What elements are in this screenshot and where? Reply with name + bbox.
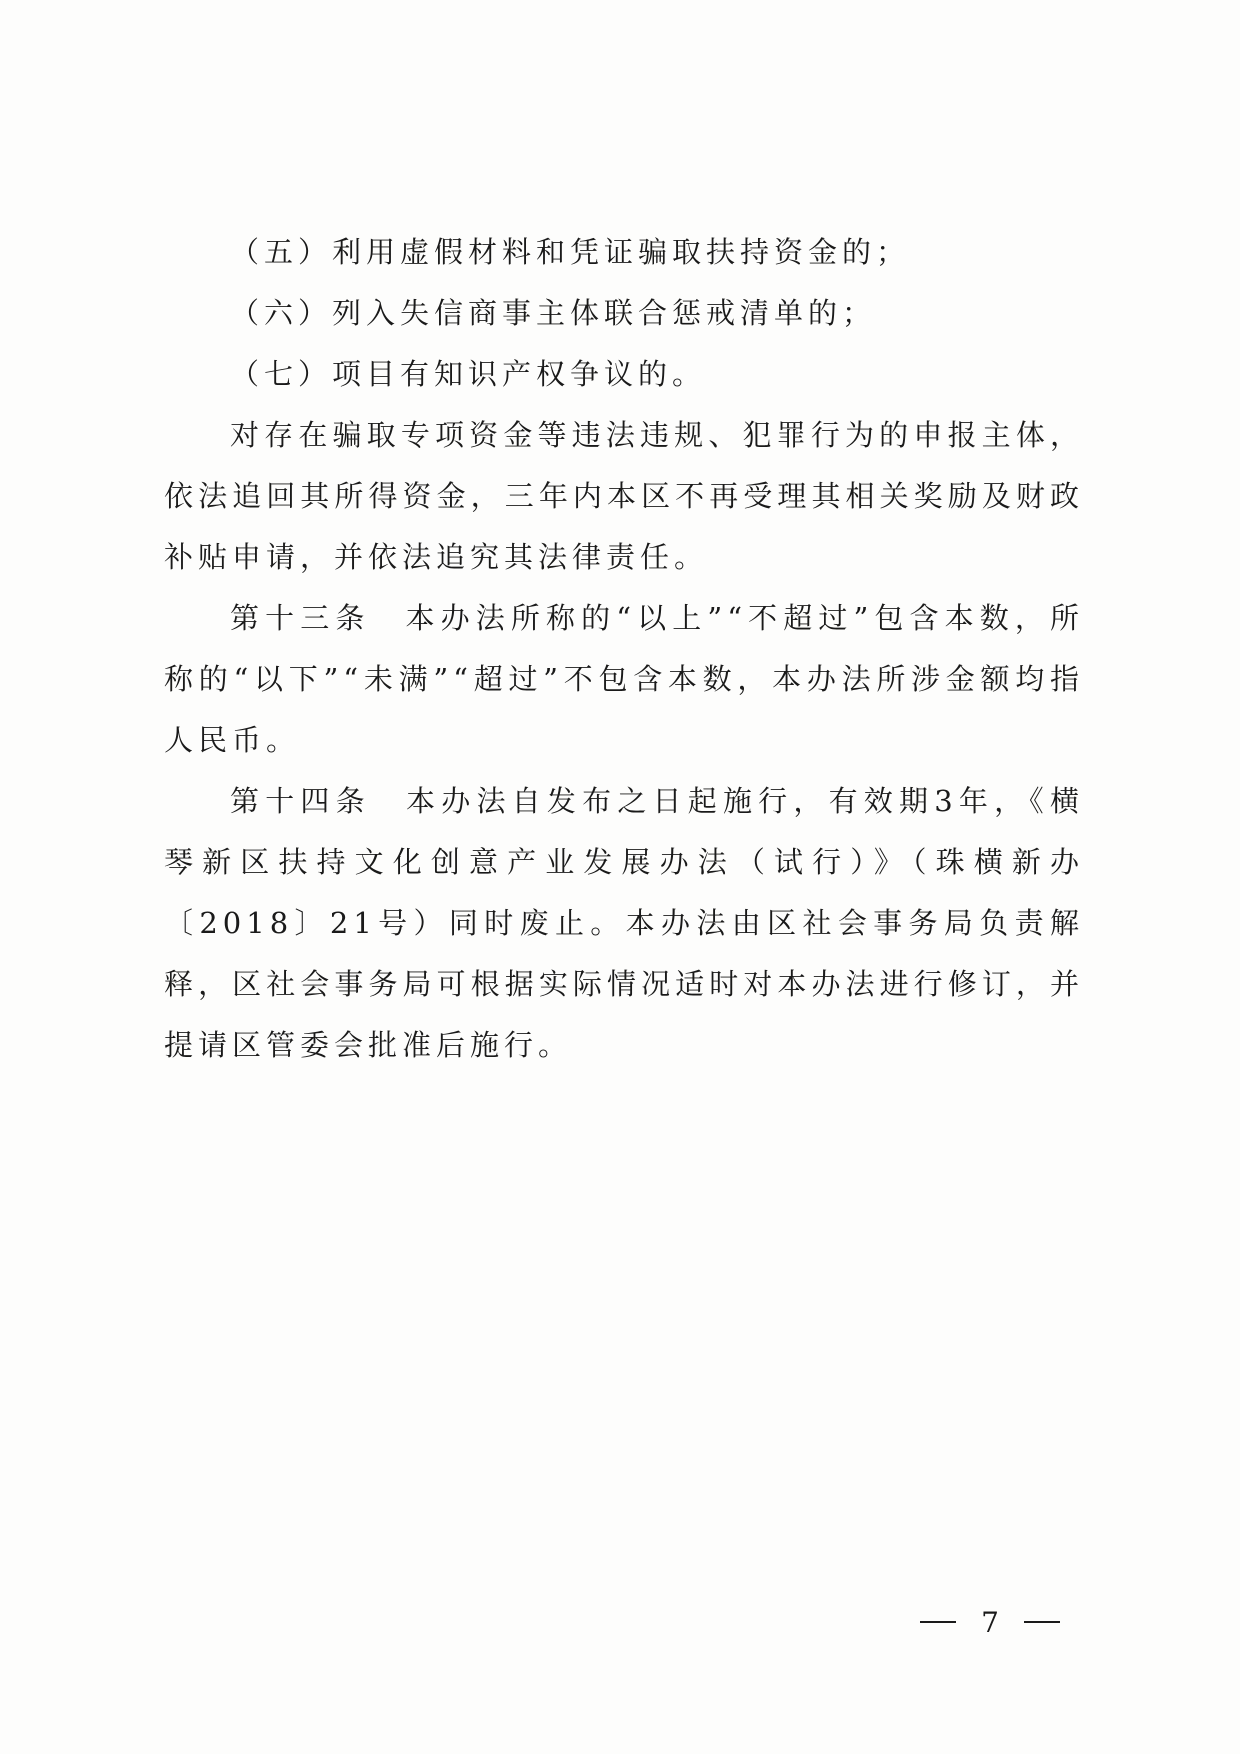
page-number: 7: [981, 1605, 999, 1639]
paragraph-article-13: 第十三条 本办法所称的“以上”“不超过”包含本数，所称的“以下”“未满”“超过”不包含本数，本办法所涉金额均指人民币。: [164, 601, 1084, 757]
paragraph-item-6: （六）列入失信商事主体联合惩戒清单的；: [230, 296, 877, 330]
paragraph-item-5: （五）利用虚假材料和凭证骗取扶持资金的；: [230, 235, 911, 269]
paragraph-article-14: 第十四条 本办法自发布之日起施行，有效期3年，《横琴新区扶持文化创意产业发展办法（试行）》（珠横新办〔2018〕21号）同时废止。本办法由区社会事务局负责解释，区社会事务局可根据实际情况适时对本办法进行修订，并提请区管委会批准后施行。: [164, 784, 1084, 1062]
paragraph-penalty: 对存在骗取专项资金等违法违规、犯罪行为的申报主体，依法追回其所得资金，三年内本区不再受理其相关奖励及财政补贴申请，并依法追究其法律责任。: [164, 418, 1084, 574]
footer-dash-right: [1024, 1621, 1060, 1623]
footer-dash-left: [920, 1621, 956, 1623]
page-footer: [920, 1602, 1060, 1642]
document-body: [164, 222, 1084, 1076]
paragraph-item-7: （七）项目有知识产权争议的。: [230, 357, 707, 391]
